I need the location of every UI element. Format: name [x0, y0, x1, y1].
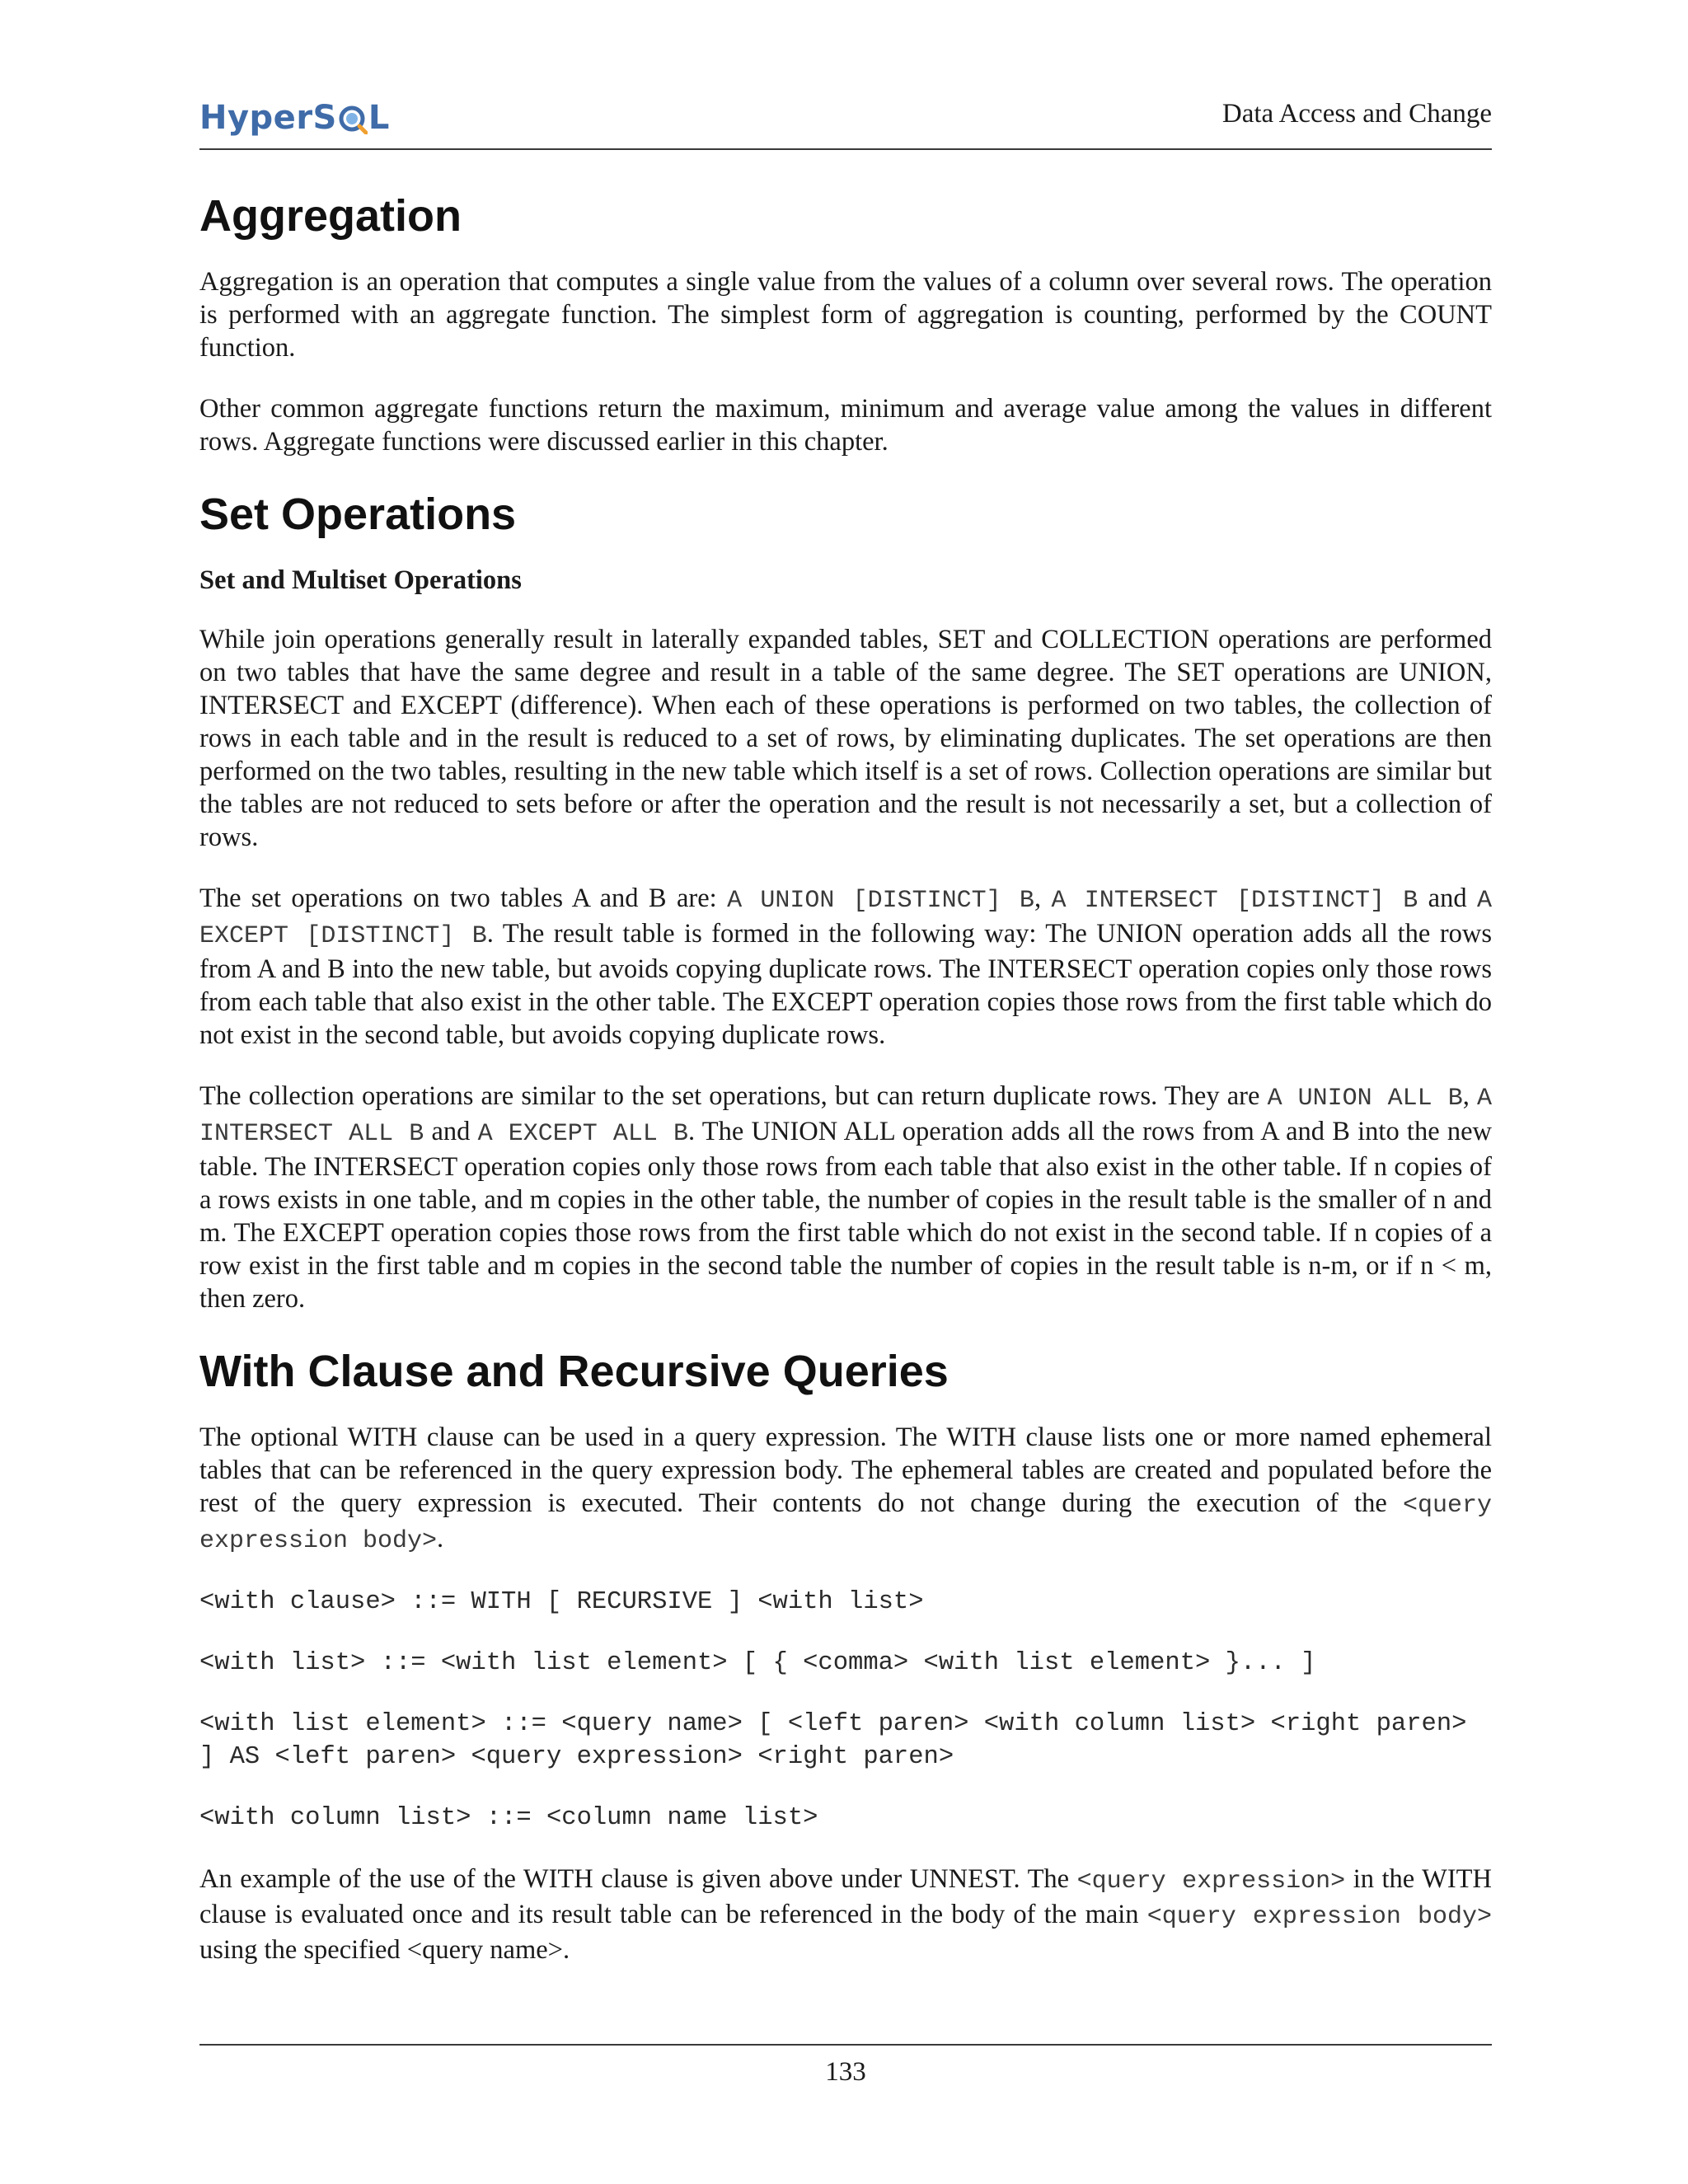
- heading-aggregation: Aggregation: [199, 191, 462, 241]
- heading-with-clause: With Clause and Recursive Queries: [199, 1347, 949, 1396]
- inline-code: A EXCEPT ALL B: [477, 1120, 688, 1148]
- paragraph: [199, 1863, 1492, 1966]
- subheading-set-multiset: Set and Multiset Operations: [199, 565, 522, 595]
- logo-text-left: HyperS: [199, 99, 337, 137]
- page-number: 133: [825, 2057, 866, 2087]
- inline-code: A UNION ALL B: [1267, 1085, 1463, 1113]
- inline-code: A INTERSECT ALL B: [199, 1085, 1492, 1148]
- text-run: using the specified <query name>.: [199, 1935, 570, 1965]
- text-run: in the WITH clause is evaluated once and its result table can be referenced in the body of the main: [199, 1864, 1492, 1929]
- text-run: The collection operations are similar to the set operations, but can return duplicate rows. They are: [199, 1081, 1268, 1111]
- text-run: . The UNION ALL operation adds all the rows from A and B into the new table. The INTERSECT operation copies only those rows from each table that also exist in the other table. If n copies of a rows exists in one table, and m copies in the other table, the number of copies in the result table is the smaller of n and m. The EXCEPT operation copies those rows from the first table which do not exist in the second table. If n copies of a row exist in the first table and m copies in the second table the number of copies in the result table is n-m, or if n < m, then zero.: [199, 1117, 1493, 1314]
- text-run: An example of the use of the WITH clause is given above under UNNEST. The: [199, 1864, 1077, 1894]
- text-run: and: [1418, 883, 1477, 913]
- inline-code: <query expression body>: [199, 1492, 1492, 1555]
- paragraph: Other common aggregate functions return the maximum, minimum and average value among the values in different rows. Aggregate functions were discussed earlier in this chapter.: [199, 394, 1492, 457]
- logo-text-right: L: [368, 99, 390, 137]
- document-page: [199, 0, 1492, 2184]
- chapter-title: Data Access and Change: [1221, 99, 1492, 129]
- page-footer: [199, 2044, 1492, 2088]
- heading-set-operations: Set Operations: [199, 490, 517, 539]
- text-run: ,: [1462, 1081, 1477, 1111]
- logo-magnifier-icon: [338, 103, 368, 133]
- inline-code: A INTERSECT [DISTINCT] B: [1051, 887, 1418, 915]
- hypersql-logo: [199, 99, 390, 137]
- inline-code: A EXCEPT [DISTINCT] B: [199, 887, 1493, 950]
- text-run: and: [424, 1117, 478, 1146]
- text-run: .: [437, 1524, 444, 1554]
- text-run: . The result table is formed in the following way: The UNION operation adds all the rows from A and B into the new table, but avoids copying duplicate rows. The INTERSECT operation copies only those rows from each table that also exist in the other table. The EXCEPT operation copies those rows from the first table which do not exist in the second table, but avoids copying duplicate rows.: [199, 919, 1493, 1050]
- text-run: The optional WITH clause can be used in a query expression. The WITH clause lists one or more named ephemeral tables that can be referenced in the query expression body. The ephemeral tables are created and populated before the rest of the query expression is executed. Their contents do not change during the execution of the: [199, 1422, 1492, 1518]
- paragraph: [199, 882, 1492, 1052]
- syntax-rule: <with list> ::= <with list element> [ { <comma> <with list element> }... ]: [199, 1649, 1316, 1677]
- text-run: ,: [1034, 883, 1052, 913]
- paragraph: Aggregation is an operation that computes a single value from the values of a column over several rows. The operation is performed with an aggregate function. The simplest form of aggregation is counting, performed by the COUNT function.: [199, 267, 1492, 363]
- syntax-rule: <with clause> ::= WITH [ RECURSIVE ] <with list>: [199, 1588, 924, 1616]
- inline-code: <query expression>: [1076, 1868, 1346, 1896]
- paragraph: [199, 1421, 1492, 1558]
- text-run: The set operations on two tables A and B are:: [199, 883, 728, 913]
- inline-code: <query expression body>: [1146, 1903, 1492, 1931]
- page-header: [199, 91, 1492, 150]
- page-content: [199, 190, 1492, 1994]
- syntax-rule: <with list element> ::= <query name> [ <left paren> <with column list> <right paren> ] AS <left paren> <query expression> <right paren>: [199, 1710, 1467, 1771]
- inline-code: A UNION [DISTINCT] B: [727, 887, 1034, 915]
- paragraph: [199, 1080, 1492, 1315]
- paragraph: While join operations generally result in laterally expanded tables, SET and COLLECTION operations are performed on two tables that have the same degree and result in a table of the same degree. The SET operations are UNION, INTERSECT and EXCEPT (difference). When each of these operations is performed on two tables, the collection of rows in each table and in the result is reduced to a set of rows, by eliminating duplicates. The set operations are then performed on the two tables, resulting in the new table which itself is a set of rows. Collection operations are similar but the tables are not reduced to sets before or after the operation and the result is not necessarily a set, but a collection of rows.: [199, 625, 1492, 852]
- syntax-rule: <with column list> ::= <column name list>: [199, 1804, 818, 1832]
